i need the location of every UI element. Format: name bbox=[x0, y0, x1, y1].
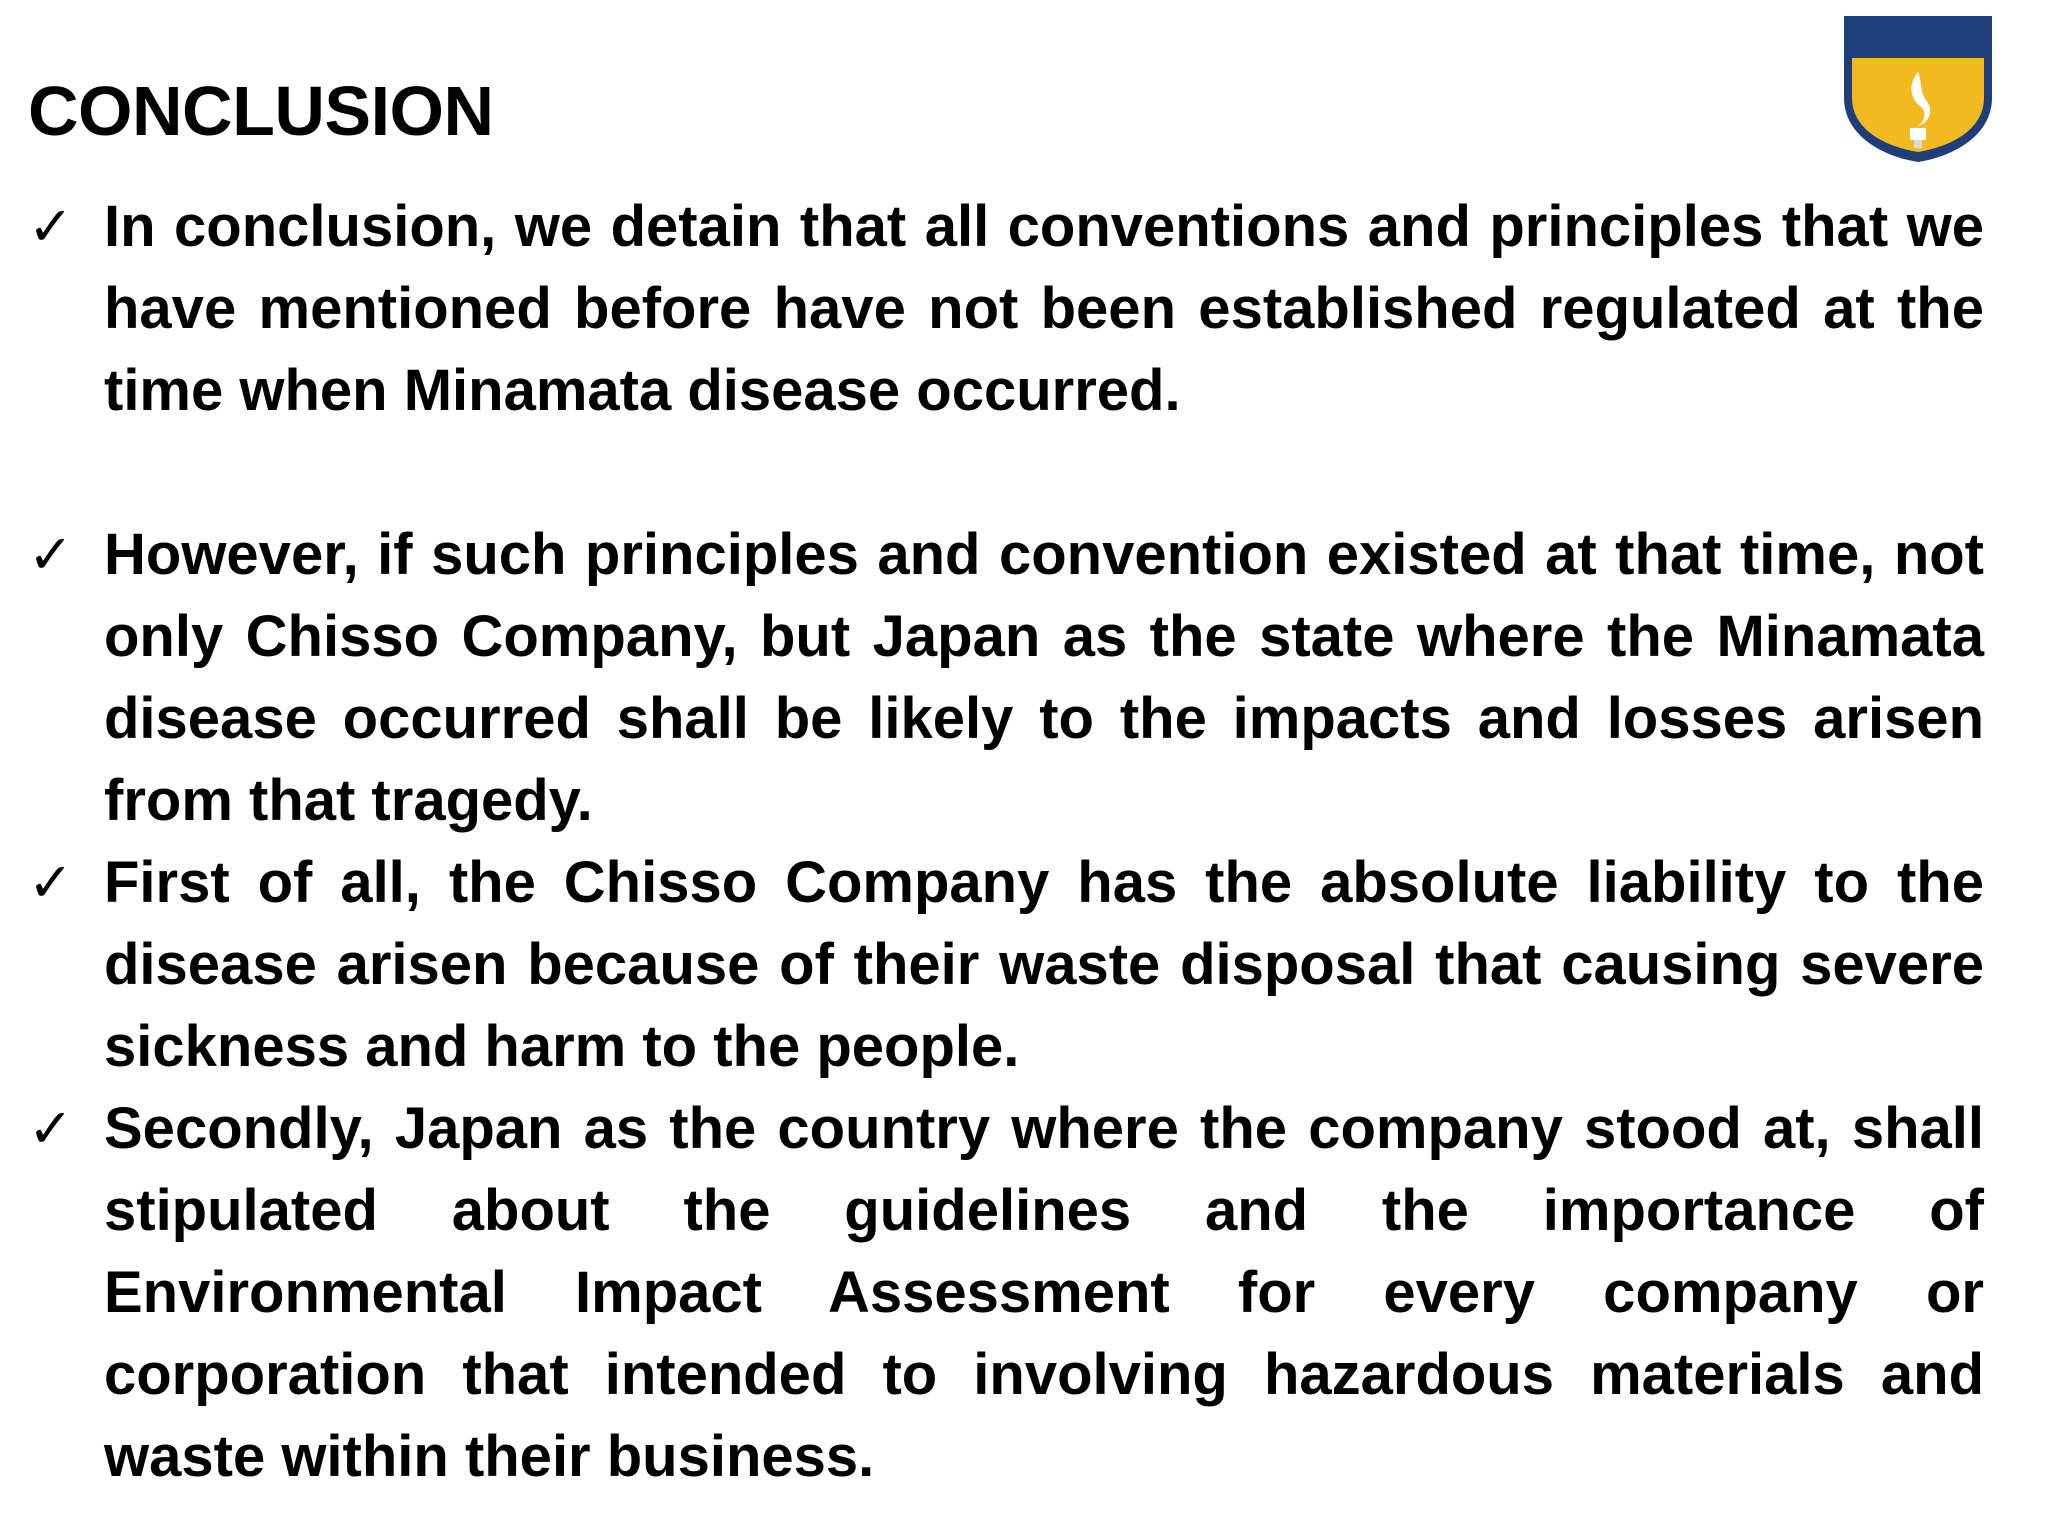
check-icon: ✓ bbox=[28, 1097, 74, 1160]
bullet-text: In conclusion, we detain that all conventions and principles that we have mentioned before have not been established regulated at the time when Minamata disease occurred. bbox=[104, 194, 1984, 423]
amity-university-logo bbox=[1838, 10, 1998, 166]
list-item bbox=[28, 514, 1984, 842]
bullet-text: First of all, the Chisso Company has the absolute liability to the disease arisen because of their waste disposal that causing severe sickness and harm to the people. bbox=[104, 850, 1984, 1079]
bullet-text: However, if such principles and convention existed at that time, not only Chisso Company, but Japan as the state where the Minamata disease occurred shall be likely to the impacts and losses arisen from that tragedy. bbox=[104, 522, 1984, 833]
list-item bbox=[28, 1088, 1984, 1498]
check-icon: ✓ bbox=[28, 523, 74, 586]
list-item bbox=[28, 842, 1984, 1088]
list-item bbox=[28, 186, 1984, 432]
bullet-text: Secondly, Japan as the country where the company stood at, shall stipulated about the guidelines and the importance of Environmental Impact Assessment for every company or corporation that intended to involving hazardous materials and waste within their business. bbox=[104, 1096, 1984, 1489]
slide-title: CONCLUSION bbox=[28, 72, 494, 150]
conclusion-list bbox=[28, 186, 1984, 1498]
check-icon: ✓ bbox=[28, 851, 74, 914]
check-icon: ✓ bbox=[28, 195, 74, 258]
